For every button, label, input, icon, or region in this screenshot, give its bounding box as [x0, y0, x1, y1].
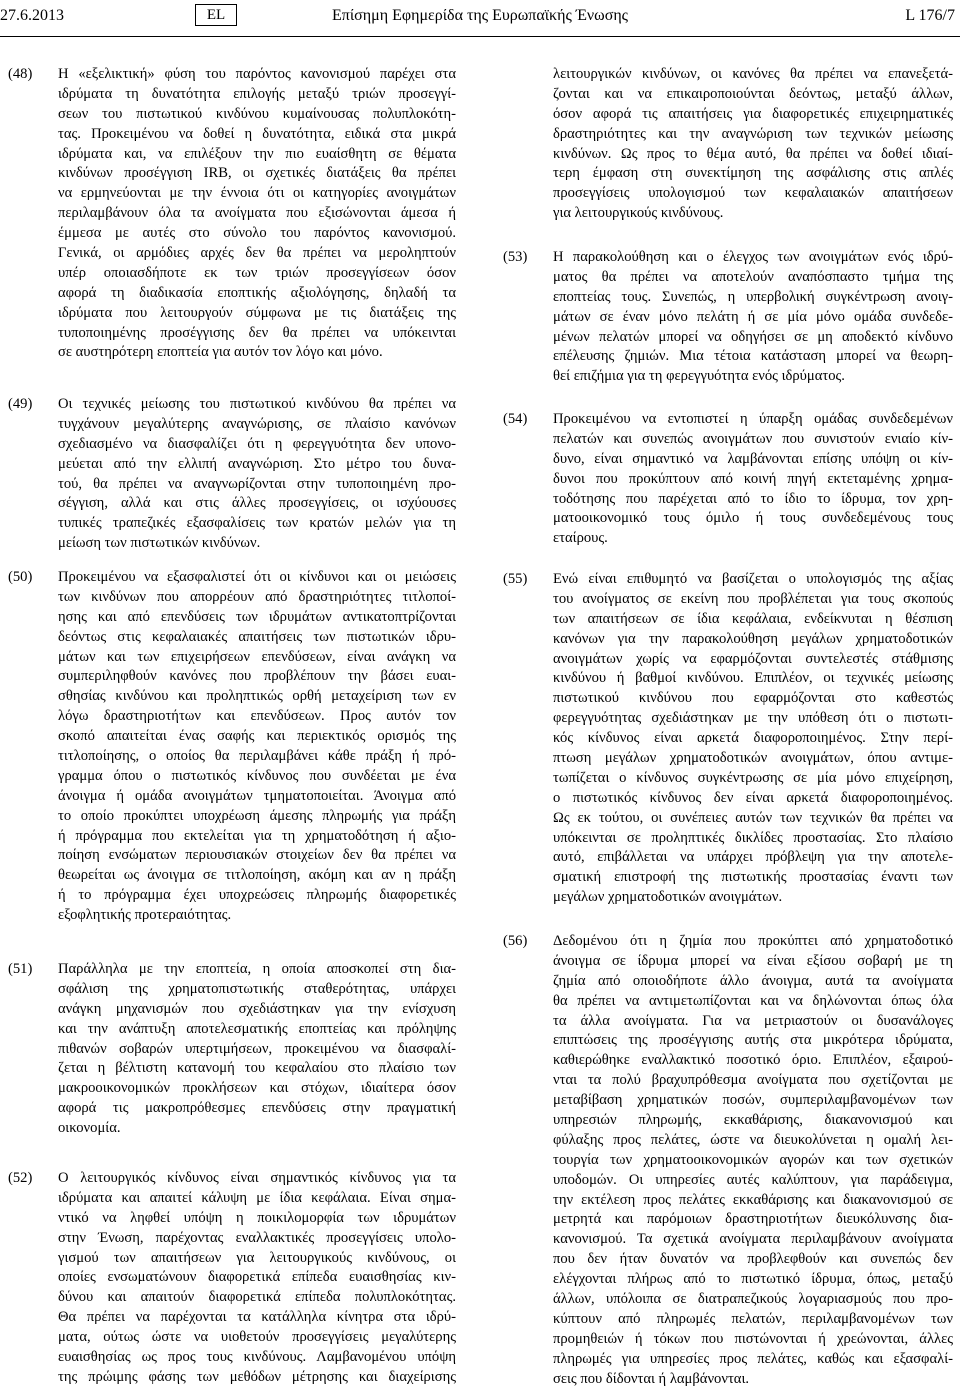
text-line: σεων του πιστωτικού κινδύνου κυμαίνουσας πολυπλοκότη- — [58, 105, 456, 122]
text-line: Παράλληλα με την εποπτεία, η οποία αποσκοπεί στη δια- — [58, 961, 456, 977]
text-line: γραμμα όπου ο πιστωτικός κίνδυνος που συνδέεται με ένα — [58, 767, 456, 784]
text-line: ανοιγμάτων χωρίς να εφαρμόζονται συντελεστές στάθμισης — [553, 650, 953, 667]
text-line: ματοοικονομικό τους όμιλο ή τους συνδεδεμένους τους — [553, 510, 953, 527]
text-line: θα πρέπει να αντιμετωπίζονται και να δηλώνονται όπως όλα — [553, 992, 953, 1009]
recital-number: (53) — [503, 249, 528, 265]
text-line: πιστωτικού κινδύνου που εφαρμόζονται στο καθεστώς — [553, 690, 953, 707]
text-line: τυπικές τραπεζικές εξασφαλίσεις των κρατών μελών για τη — [58, 515, 456, 532]
recital-text — [553, 932, 953, 1389]
text-line: τοδότησης που παρέχεται από το ίδιο το ίδρυμα, τον χρη- — [553, 490, 953, 507]
text-line: περιλαμβάνουν όλα τα ανοίγματα που εξισώνονται άμεσα ή — [58, 205, 456, 222]
text-line: ζεται η βέλτιστη κατανομή του κεφαλαίου στο πλαίσιο των — [58, 1060, 456, 1077]
journal-title: Επίσημη Εφημερίδα της Ευρωπαϊκής Ένωσης — [331, 7, 629, 24]
text-line: ζονται και να επικαιροποιούνται δεόντως, μεταξύ άλλων, — [553, 85, 953, 102]
recital-number: (55) — [503, 571, 528, 587]
text-line: προμηθειών ή τόκων που πιστώνονται ή χρεώνονται, άλλες — [553, 1330, 953, 1347]
text-line: Προκειμένου να εντοπιστεί η ύπαρξη ομάδας συνδεδεμένων — [553, 411, 953, 427]
recital-text — [58, 65, 456, 363]
text-line: στην Ένωση, παρέχοντας εναλλακτικές προσεγγίσεις υπολο- — [58, 1229, 456, 1246]
text-line: να ερμηνεύονται με την έννοια ότι οι κατηγορίες ανοιγμάτων — [58, 185, 456, 202]
text-line: θεωρείται ως άνοιγμα σε τιτλοποίηση, ακόμη και αν η πράξη — [58, 867, 456, 884]
text-line: μεταβίβαση χρηματικών ποσών, συμπεριλαμβανομένων των — [553, 1092, 953, 1109]
text-line: κινδύνων. Ως προς το θέμα αυτό, θα πρέπει να δοθεί ιδιαί- — [553, 145, 953, 162]
text-line: κός κίνδυνος είναι αρκετά διαφοροποιημένος. Στην περί- — [553, 730, 953, 747]
text-line: οικονομία. — [58, 1120, 121, 1137]
text-line: φερεγγυότητας σχεδιάστηκαν με την υπόθεση ότι ο πιστωτι- — [553, 710, 953, 727]
text-line: ησης και από επενδύσεις των ιδρυμάτων αντικατοπτρίζονται — [58, 608, 456, 625]
text-line: τιτλοποίησης, ο οποίος θα περιλαμβάνει κάθε πράξη ή πρό- — [58, 748, 456, 765]
text-line: ή πρόγραμμα που εκτελείται για τη χρηματοδότηση ή αξιο- — [58, 827, 456, 844]
recital-number: (49) — [8, 396, 33, 412]
text-line: αυτό, επιβάλλεται να υπάρχει πρόβλεψη για την αποτελε- — [553, 849, 953, 866]
text-line: της πρώιμης φάσης των μεθόδων μέτρησης και διαχείρισης — [58, 1368, 456, 1385]
text-line: δύνου και απαιτούν διαφορετικά επίπεδα πολυπλοκότητας. — [58, 1289, 456, 1306]
text-line: τού, θα πρέπει να αναγνωρίζονται στην τυποποιημένη προ- — [58, 475, 456, 492]
text-line: των κινδύνων που απορρέουν από δραστηριότητες τιτλοποί- — [58, 588, 456, 605]
text-line: θεί επιζήμια για τη φερεγγυότητα ενός ιδρύματος. — [553, 368, 845, 385]
text-line: ιδρύματα τη δυνατότητα επιλογής μεταξύ τριών προσεγγί- — [58, 85, 456, 102]
text-line: κανονισμού. Τα σχετικά ανοίγματα περιλαμβάνουν ανοίγματα — [553, 1231, 953, 1248]
text-line: το οποίο προκύπτει υποχρέωση άμεσης πληρωμής για πράξη — [58, 807, 456, 824]
text-line: αφορά τη διαδικασία εποπτικής αξιολόγησης, δηλαδή τα — [58, 284, 456, 301]
text-line: εξοφλητικής προτεραιότητας. — [58, 907, 232, 924]
text-line: σεις που δίδονται ή λαμβάνονται. — [553, 1370, 750, 1387]
text-line: μάτων σε έναν μόνο πελάτη ή σε μία μόνο ομάδα συνδεδε- — [553, 308, 953, 325]
text-line: επέλευσης ζημιών. Μια τέτοια κατάσταση μπορεί να θεωρη- — [553, 348, 953, 365]
text-line: τα άλλα ανοίγματα. Για να μετριαστούν οι δυσανάλογες — [553, 1012, 953, 1029]
text-line: κινδύνου ή βαθμοί κινδύνου. Επιπλέον, οι τεχνικές μείωσης — [553, 670, 953, 687]
text-line: τυποποιημένης προσέγγισης δεν θα πρέπει να υπόκεινται — [58, 324, 456, 341]
publication-date: 27.6.2013 — [0, 7, 64, 24]
text-line: καθιερώθηκε εναλλακτικό ποσοτικό όριο. Επιπλέον, εξαιρού- — [553, 1052, 953, 1069]
text-line: φύλαξης προς πελάτες, ώστε να διευκολύνεται η ομαλή λει- — [553, 1131, 953, 1148]
text-line: όσον αφορά τις απαιτήσεις για διαφορετικές επιχειρηματικές — [553, 105, 953, 122]
language-code-badge: EL — [195, 4, 237, 26]
recital-text — [553, 65, 953, 224]
text-line: υπόκεινται σε προληπτικές δικλίδες προστασίας. Στο πλαίσιο — [553, 829, 953, 846]
recital-text — [553, 410, 953, 549]
text-line: ζημία από οποιοδήποτε άλλο άνοιγμα, αυτά τα ανοίγματα — [553, 972, 953, 989]
text-line: Θα πρέπει να παρέχονται τα κατάλληλα κίνητρα στα ιδρύ- — [58, 1309, 456, 1326]
text-line: μεύεται από την ελλιπή αναγνώριση. Στο μέτρο του δυνα- — [58, 455, 456, 472]
text-line: δυνο, είναι σημαντικό να λαμβάνονται επίσης υπόψη οι κίν- — [553, 450, 953, 467]
text-line: ιδρύματα που λειτουργούν σύμφωνα με τις διατάξεις της — [58, 304, 456, 321]
text-line: που δεν ήταν δυνατόν να προβλεφθούν και συνεπώς δεν — [553, 1251, 953, 1268]
text-line: σε αυστηρότερη εποπτεία για αυτόν τον λόγο και μόνο. — [58, 344, 383, 361]
text-line: για λειτουργικούς κινδύνους. — [553, 205, 724, 222]
text-line: τουργία των χρηματοοικονομικών αγορών και των σχετικών — [553, 1151, 953, 1168]
text-line: προσεγγίσεις υπολογισμού των κεφαλαιακών απαιτήσεων — [553, 185, 953, 202]
text-line: υποδομών. Οι υπηρεσίες αυτές καλύπτουν, για παράδειγμα, — [553, 1171, 953, 1188]
text-line: δυνοι που προκύπτουν από κοινή πηγή εκτεταμένης χρημα- — [553, 470, 953, 487]
recital-number: (52) — [8, 1170, 33, 1186]
text-line: τερη έμφαση στη συνεκτίμηση της ασφάλισης στις απλές — [553, 165, 953, 182]
text-line: επιπτώσεις της προσέγγισης αυτής στα μικρότερα ιδρύματα, — [553, 1032, 953, 1049]
text-line: αφορά τις μακροπρόθεσμες επενδύσεις στην πραγματική — [58, 1100, 456, 1117]
text-line: μεγάλων χρηματοδοτικών ανοιγμάτων. — [553, 889, 783, 906]
text-line: μείωση των πιστωτικών κινδύνων. — [58, 535, 261, 552]
text-line: σκοπό απαιτείται ένας σαφής και περιεκτικός ορισμός της — [58, 728, 456, 745]
text-line: ο πιστωτικός κίνδυνος δεν είναι αρκετά διαφοροποιημένος. — [553, 789, 953, 806]
text-line: σέγγιση, αλλά και στις άλλες προσεγγίσεις, οι ισχύουσες — [58, 495, 456, 512]
text-line: νται τα πολύ βραχυπρόθεσμα ανοίγματα που σχετίζονται με — [553, 1072, 953, 1089]
text-line: τωπίζεται ο κίνδυνος συγκέντρωσης σε μία μόνο επιχείρηση, — [553, 769, 953, 786]
text-line: του ανοίγματος σε εκείνη που προβλέπεται για τους σκοπούς — [553, 590, 953, 607]
recital-text — [58, 568, 456, 926]
text-line: σθησίας κινδύνου και προληπτικώς ορθή μεταχείριση των εν — [58, 688, 456, 705]
text-line: Προκειμένου να εξασφαλιστεί ότι οι κίνδυνοι και οι μειώσεις — [58, 569, 456, 585]
recital-text — [553, 570, 953, 908]
text-line: άνοιγμα σε ίδρυμα μπορεί να είναι εξίσου σοβαρή με τη — [553, 952, 953, 969]
text-line: τας. Προκειμένου να δοθεί η δυνατότητα, ειδικά στα μικρά — [58, 125, 456, 142]
text-line: λειτουργικών κινδύνων, οι κανόνες θα πρέπει να επανεξετά- — [553, 66, 953, 82]
text-line: μάτων και των επιχειρήσεων επενδύσεων, είναι ανάγκη να — [58, 648, 456, 665]
text-line: γισμού των απαιτήσεων για λειτουργικούς κινδύνους, οι — [58, 1249, 456, 1266]
text-line: δραστηριότητες και την αναγνώριση των τεχνικών μείωσης — [553, 125, 953, 142]
text-line: έμμεσα με αυτές στο σύνολο του παρόντος κανονισμού. — [58, 225, 456, 242]
text-line: πτωση μεγάλων χρηματοδοτικών ανοιγμάτων, όπου αντιμε- — [553, 750, 953, 767]
text-line: υπέρ οποιασδήποτε εκ των τριών προσεγγίσεων όσον — [58, 264, 456, 281]
text-line: δεόντως στις κεφαλαιακές απαιτήσεις των πιστωτικών ιδρυ- — [58, 628, 456, 645]
text-line: Η «εξελικτική» φύση του παρόντος κανονισμού παρέχει στα — [58, 66, 456, 82]
text-line: συμπεριληφθούν κανόνες που προβλέπουν την βάσει ευαι- — [58, 668, 456, 685]
text-line: Ως εκ τούτου, οι συνέπειες αυτών των τεχνικών θα πρέπει να — [553, 809, 953, 826]
text-line: ιδρύματα και, να επιλέξουν την πιο ευαίσθητη σε θέματα — [58, 145, 456, 162]
text-line: κινδύνων προσέγγιση IRB, οι σχετικές διατάξεις θα πρέπει — [58, 165, 456, 182]
text-line: Δεδομένου ότι η ζημία που προκύπτει από χρηματοδοτικό — [553, 933, 953, 949]
text-line: ματα, ούτως ώστε να υιοθετούν προσεγγίσεις μεγαλύτερης — [58, 1329, 456, 1346]
text-line: μένων πελατών μπορεί να οδηγήσει σε μη αποδεκτό κίνδυνο — [553, 328, 953, 345]
text-line: οποίες ενσωματώνουν διαφορετικά επίπεδα ευαισθησίας κιν- — [58, 1269, 456, 1286]
recital-number: (51) — [8, 961, 33, 977]
page-reference: L 176/7 — [905, 7, 955, 24]
text-line: των απαιτήσεων σε ίδια κεφάλαια, ενδείκνυται η θέσπιση — [553, 610, 953, 627]
text-line: ελέγχονται πλήρως από το πιστωτικό ίδρυμα, όπως, μεταξύ — [553, 1271, 953, 1288]
left-column — [0, 0, 465, 1393]
text-line: ποίηση ενσώματων περιουσιακών στοιχείων δεν θα πρέπει να — [58, 847, 456, 864]
text-line: μακροοικονομικών προκλήσεων και στόχων, ιδιαίτερα όσον — [58, 1080, 456, 1097]
text-line: Γενικά, οι αρμόδιες αρχές δεν θα πρέπει να μεροληπτούν — [58, 245, 456, 262]
text-line: ντικό να ληφθεί υπόψη η ποικιλομορφία των ιδρυμάτων — [58, 1209, 456, 1226]
text-line: τυγχάνουν μεγαλύτερης αναγνώρισης, σε πλαίσιο κανόνων — [58, 415, 456, 432]
text-line: λόγω δραστηριοτήτων και επενδύσεων. Προς αυτόν τον — [58, 708, 456, 725]
text-line: υπηρεσιών πληρωμής, εκκαθάρισης, διακανονισμού και — [553, 1112, 953, 1129]
text-line: ανάγκη μηχανισμών που σχεδιάστηκαν για την ενίσχυση — [58, 1000, 456, 1017]
text-line: εταίρους. — [553, 530, 608, 547]
text-line: σφάλιση της χρηματοπιστωτικής σταθερότητας, υπάρχει — [58, 980, 456, 997]
text-line: πληρωμές για υπηρεσίες προς πελάτες, καθώς και εξασφαλί- — [553, 1350, 953, 1367]
text-line: σματική επιστροφή της πιστωτικής προστασίας έναντι των — [553, 869, 953, 886]
recital-number: (48) — [8, 66, 33, 82]
text-line: ή το πρόγραμμα έχει υποχρεώσεις πληρωμής διαφορετικές — [58, 887, 456, 904]
recital-text — [58, 395, 456, 554]
text-line: σχεδιασμένο να διασφαλίζει ότι η φερεγγυότητα δεν υπονο- — [58, 435, 456, 452]
text-line: μετρητά και παρόμοιων δραστηριοτήτων διευκόλυνσης δια- — [553, 1211, 953, 1228]
recital-text — [553, 248, 953, 387]
recital-number: (54) — [503, 411, 528, 427]
text-line: ματος θα πρέπει να αποτελούν αναπόσπαστο τμήμα της — [553, 268, 953, 285]
text-line: ευαισθησίας ως προς τους κινδύνους. Λαμβανομένου υπόψη — [58, 1349, 456, 1366]
text-line: Ενώ είναι επιθυμητό να βασίζεται ο υπολογισμός της αξίας — [553, 571, 953, 587]
text-line: κανόνων για την παρακολούθηση μεγάλων χρηματοδοτικών — [553, 630, 953, 647]
text-line: άνοιγμα ή ομάδα ανοιγμάτων τμηματοποιείται. Άνοιγμα από — [58, 787, 456, 804]
text-line: και την ανάπτυξη αποτελεσματικής εποπτείας και πρόληψης — [58, 1020, 456, 1037]
text-line: Η παρακολούθηση και ο έλεγχος των ανοιγμάτων ενός ιδρύ- — [553, 249, 953, 265]
text-line: ιδρύματα και απαιτεί κάλυψη με ίδια κεφάλαια. Είναι σημα- — [58, 1189, 456, 1206]
right-column — [495, 0, 960, 1393]
recital-number: (56) — [503, 933, 528, 949]
text-line: την εκτέλεση προς πελάτες εκκαθάρισης και διακανονισμού σε — [553, 1191, 953, 1208]
text-line: άλλων, υπόλοιπα σε διατραπεζικούς λογαριασμούς που προ- — [553, 1291, 953, 1308]
recital-number: (50) — [8, 569, 33, 585]
text-line: κύπτουν από πληρωμές πελατών, περιλαμβανομένων των — [553, 1310, 953, 1327]
text-line: Ο λειτουργικός κίνδυνος είναι σημαντικός κίνδυνος για τα — [58, 1170, 456, 1186]
text-line: Οι τεχνικές μείωσης του πιστωτικού κινδύνου θα πρέπει να — [58, 396, 456, 412]
text-line: εποπτείας τους. Συνεπώς, η υπερβολική συγκέντρωση ανοιγ- — [553, 288, 953, 305]
text-line: πελατών και συνεπώς ανοιγμάτων που συνιστούν ενιαίο κίν- — [553, 430, 953, 447]
recital-text — [58, 960, 456, 1139]
text-line: πιθανών σοβαρών υπερτιμήσεων, προκειμένου να διασφαλί- — [58, 1040, 456, 1057]
recital-text — [58, 1169, 456, 1388]
